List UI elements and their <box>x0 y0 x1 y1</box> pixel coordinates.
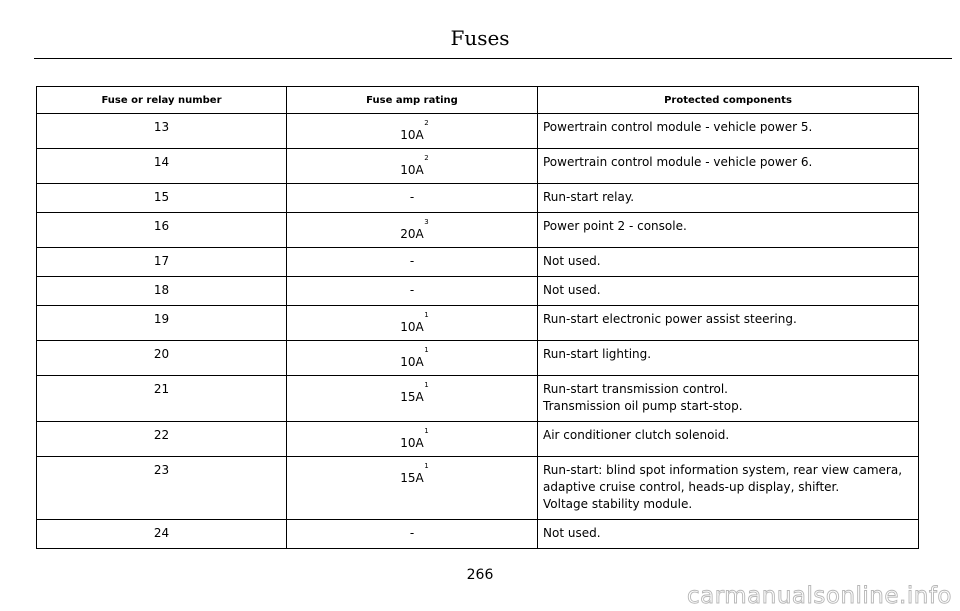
watermark-logo: carmanualsonline.info <box>686 583 952 609</box>
component-line: Power point 2 - console. <box>543 219 687 233</box>
table-row <box>37 248 919 277</box>
footnote-marker: 2 <box>424 119 429 127</box>
protected-components-cell <box>538 213 919 248</box>
fuse-number-cell: 13 <box>37 114 287 149</box>
fuse-number-cell: 14 <box>37 149 287 184</box>
component-line: Voltage stability module. <box>543 497 693 511</box>
amp-rating-cell <box>287 306 538 341</box>
footnote-marker: 1 <box>424 462 429 470</box>
table-row <box>37 114 919 149</box>
component-line: Not used. <box>543 254 601 268</box>
amp-rating-text: - <box>409 190 415 204</box>
footnote-marker: 1 <box>424 346 429 354</box>
table-row <box>37 277 919 306</box>
amp-rating-cell <box>287 184 538 213</box>
fuse-number-cell: 15 <box>37 184 287 213</box>
amp-rating-cell <box>287 248 538 277</box>
fuse-number-cell: 17 <box>37 248 287 277</box>
amp-rating-cell <box>287 149 538 184</box>
amp-rating-text: - <box>409 254 415 268</box>
amp-rating-value <box>400 462 429 487</box>
component-line: adaptive cruise control, heads-up display, shifter. <box>543 480 840 494</box>
amp-rating-text: 15A <box>400 390 424 404</box>
component-line: Air conditioner clutch solenoid. <box>543 428 730 442</box>
footnote-marker: 1 <box>424 381 429 389</box>
table-row <box>37 457 919 520</box>
amp-rating-cell <box>287 520 538 549</box>
protected-components-cell <box>538 376 919 422</box>
component-line: Run-start: blind spot information system, rear view camera, <box>543 463 903 477</box>
protected-components-cell <box>538 248 919 277</box>
column-header-fuse-number: Fuse or relay number <box>37 87 287 114</box>
amp-rating-cell <box>287 376 538 422</box>
protected-components-cell <box>538 306 919 341</box>
amp-rating-text: 10A <box>400 128 424 142</box>
protected-components-cell <box>538 520 919 549</box>
table-row <box>37 341 919 376</box>
amp-rating-value <box>400 311 429 336</box>
table-row <box>37 213 919 248</box>
amp-rating-cell <box>287 114 538 149</box>
amp-rating-text: 10A <box>400 436 424 450</box>
protected-components-cell <box>538 277 919 306</box>
fuse-number-cell: 22 <box>37 422 287 457</box>
component-line: Powertrain control module - vehicle power 5. <box>543 120 813 134</box>
protected-components-cell <box>538 149 919 184</box>
fuse-number-cell: 21 <box>37 376 287 422</box>
protected-components-cell <box>538 422 919 457</box>
amp-rating-value <box>400 119 429 144</box>
table-header-row <box>37 87 919 114</box>
amp-rating-text: 10A <box>400 320 424 334</box>
table-row <box>37 376 919 422</box>
amp-rating-cell <box>287 457 538 520</box>
amp-rating-text: 15A <box>400 471 424 485</box>
amp-rating-value <box>400 218 429 243</box>
fuse-number-cell: 20 <box>37 341 287 376</box>
amp-rating-cell <box>287 341 538 376</box>
page-title: Fuses <box>450 26 510 50</box>
amp-rating-text: 10A <box>400 163 424 177</box>
fuse-number-cell: 16 <box>37 213 287 248</box>
component-line: Not used. <box>543 526 601 540</box>
component-line: Not used. <box>543 283 601 297</box>
page-number: 266 <box>466 567 494 583</box>
fuse-number-cell: 24 <box>37 520 287 549</box>
amp-rating-cell <box>287 213 538 248</box>
footnote-marker: 2 <box>424 154 429 162</box>
fuse-number-cell: 18 <box>37 277 287 306</box>
amp-rating-text: 10A <box>400 355 424 369</box>
amp-rating-value <box>400 154 429 179</box>
table-row <box>37 422 919 457</box>
table-row <box>37 184 919 213</box>
column-header-amp-rating: Fuse amp rating <box>287 87 538 114</box>
fuse-number-cell: 19 <box>37 306 287 341</box>
fuse-table-body <box>37 114 919 549</box>
component-line: Transmission oil pump start-stop. <box>543 399 743 413</box>
component-line: Run-start transmission control. <box>543 382 728 396</box>
amp-rating-value <box>410 253 414 270</box>
protected-components-cell <box>538 184 919 213</box>
protected-components-cell <box>538 114 919 149</box>
amp-rating-value <box>400 427 429 452</box>
amp-rating-text: 20A <box>400 227 424 241</box>
amp-rating-cell <box>287 422 538 457</box>
footnote-marker: 3 <box>424 218 429 226</box>
amp-rating-text: - <box>409 283 415 297</box>
protected-components-cell <box>538 341 919 376</box>
table-row <box>37 149 919 184</box>
footnote-marker: 1 <box>424 311 429 319</box>
component-line: Run-start relay. <box>543 190 635 204</box>
amp-rating-value <box>410 189 414 206</box>
title-divider <box>34 58 952 59</box>
amp-rating-value <box>410 282 414 299</box>
footnote-marker: 1 <box>424 427 429 435</box>
column-header-components: Protected components <box>538 87 919 114</box>
component-line: Run-start lighting. <box>543 347 652 361</box>
protected-components-cell <box>538 457 919 520</box>
table-row <box>37 520 919 549</box>
amp-rating-text: - <box>409 526 415 540</box>
component-line: Powertrain control module - vehicle power 6. <box>543 155 813 169</box>
amp-rating-value <box>400 381 429 406</box>
amp-rating-cell <box>287 277 538 306</box>
component-line: Run-start electronic power assist steering. <box>543 312 797 326</box>
fuse-number-cell: 23 <box>37 457 287 520</box>
amp-rating-value <box>410 525 414 542</box>
fuse-table <box>36 86 919 549</box>
amp-rating-value <box>400 346 429 371</box>
table-row <box>37 306 919 341</box>
